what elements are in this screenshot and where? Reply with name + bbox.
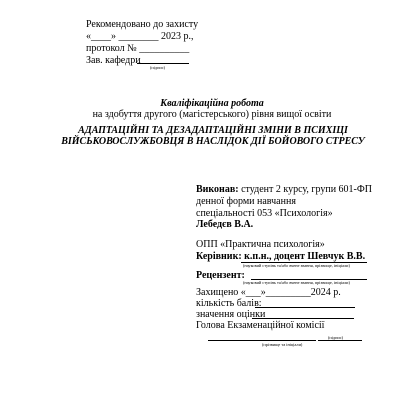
author-line-1 <box>196 184 372 195</box>
head-signature-hint: (підпис) <box>150 65 166 70</box>
head-of-department-label: Зав. кафедри <box>86 55 141 66</box>
grade-underline <box>252 318 354 319</box>
defense-date-line: Захищено «___»_________2024 р. <box>196 287 341 298</box>
author-course-group: студент 2 курсу, групи 601-ФП <box>238 184 373 195</box>
author-label: Виконав: <box>196 184 239 195</box>
title-line-1: АДАПТАЦІЙНІ ТА ДЕЗАДАПТАЦІЙНІ ЗМІНИ В ПСИХІЦІ <box>78 125 348 136</box>
supervisor-line <box>196 251 365 262</box>
commission-name-hint: (прізвище та ініціали) <box>262 342 303 347</box>
approval-date-line: «____» ________ 2023 р., <box>86 31 194 42</box>
author-name: Лебедєв В.А. <box>196 219 254 230</box>
commission-signature-underline <box>318 340 362 341</box>
grade-label: значення оцінки <box>196 309 266 320</box>
points-label: кількість балів: <box>196 298 262 309</box>
commission-signature-hint: (підпис) <box>328 335 344 340</box>
points-underline <box>255 307 355 308</box>
program-name: ОПП «Практична психологія» <box>196 239 325 250</box>
supervisor-label: Керівник: <box>196 251 242 262</box>
reviewer-hint: (науковий ступінь та/або вчене звання, прізвище, ініціали) <box>243 280 350 285</box>
work-purpose: на здобуття другого (магістерського) рівня вищої освіти <box>92 109 332 120</box>
author-specialty: спеціальності 053 «Психологія» <box>196 208 333 219</box>
recommended-text: Рекомендовано до захисту <box>86 19 199 30</box>
work-type: Кваліфікаційна робота <box>160 98 264 109</box>
supervisor-hint: (науковий ступінь та/або вчене звання, прізвище, ініціали) <box>243 263 350 268</box>
commission-chair-label: Голова Екзаменаційної комісії <box>196 320 325 331</box>
protocol-line: протокол № __________ <box>86 43 190 54</box>
head-signature-line <box>137 63 189 64</box>
commission-name-underline <box>208 340 316 341</box>
reviewer-label: Рецензент: <box>196 270 245 281</box>
supervisor-name: к.п.н., доцент Шевчук В.В. <box>241 251 366 262</box>
author-study-form: денної форми навчання <box>196 196 296 207</box>
title-line-2: ВІЙСЬКОВОСЛУЖБОВЦЯ В НАСЛІДОК ДІЇ БОЙОВОГО СТРЕСУ <box>61 136 365 147</box>
